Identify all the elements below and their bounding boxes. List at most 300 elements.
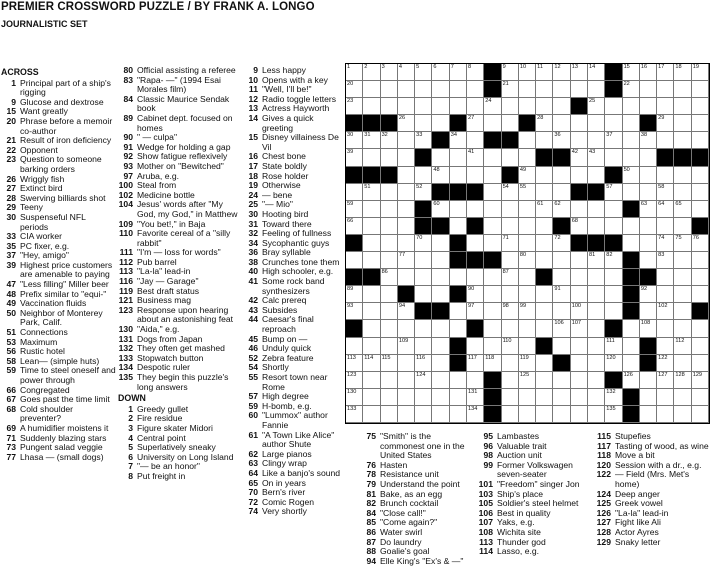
grid-cell[interactable] xyxy=(519,303,536,320)
grid-cell[interactable] xyxy=(519,184,536,201)
grid-cell[interactable] xyxy=(657,389,674,406)
grid-cell[interactable] xyxy=(674,252,691,269)
grid-cell[interactable] xyxy=(381,184,398,201)
grid-cell[interactable] xyxy=(623,149,640,166)
grid-cell[interactable] xyxy=(398,355,415,372)
grid-cell[interactable] xyxy=(640,132,657,149)
grid-cell[interactable] xyxy=(657,201,674,218)
grid-cell[interactable] xyxy=(571,389,588,406)
grid-cell[interactable] xyxy=(467,355,484,372)
grid-cell[interactable] xyxy=(381,218,398,235)
grid-cell[interactable] xyxy=(398,252,415,269)
grid-cell[interactable] xyxy=(623,184,640,201)
grid-cell[interactable] xyxy=(363,149,380,166)
grid-cell[interactable] xyxy=(571,269,588,286)
grid-cell[interactable] xyxy=(381,355,398,372)
grid-cell[interactable] xyxy=(553,64,570,81)
grid-cell[interactable] xyxy=(467,406,484,423)
grid-cell[interactable] xyxy=(346,389,363,406)
grid-cell[interactable] xyxy=(640,320,657,337)
grid-cell[interactable] xyxy=(588,355,605,372)
grid-cell[interactable] xyxy=(381,81,398,98)
grid-cell[interactable] xyxy=(502,286,519,303)
grid-cell[interactable] xyxy=(432,286,449,303)
grid-cell[interactable] xyxy=(605,201,622,218)
grid-cell[interactable] xyxy=(605,406,622,423)
grid-cell[interactable] xyxy=(588,98,605,115)
grid-cell[interactable] xyxy=(640,252,657,269)
grid-cell[interactable] xyxy=(381,149,398,166)
grid-cell[interactable] xyxy=(467,167,484,184)
grid-cell[interactable] xyxy=(381,269,398,286)
grid-cell[interactable] xyxy=(519,372,536,389)
grid-cell[interactable] xyxy=(363,252,380,269)
grid-cell[interactable] xyxy=(553,252,570,269)
grid-cell[interactable] xyxy=(432,64,449,81)
grid-cell[interactable] xyxy=(381,132,398,149)
grid-cell[interactable] xyxy=(346,252,363,269)
grid-cell[interactable] xyxy=(502,338,519,355)
grid-cell[interactable] xyxy=(571,355,588,372)
grid-cell[interactable] xyxy=(536,286,553,303)
grid-cell[interactable] xyxy=(484,98,501,115)
grid-cell[interactable] xyxy=(415,132,432,149)
grid-cell[interactable] xyxy=(346,355,363,372)
grid-cell[interactable] xyxy=(623,98,640,115)
grid-cell[interactable] xyxy=(450,406,467,423)
grid-cell[interactable] xyxy=(657,286,674,303)
grid-cell[interactable] xyxy=(536,252,553,269)
grid-cell[interactable] xyxy=(692,235,709,252)
grid-cell[interactable] xyxy=(432,252,449,269)
grid-cell[interactable] xyxy=(346,338,363,355)
grid-cell[interactable] xyxy=(346,406,363,423)
grid-cell[interactable] xyxy=(415,269,432,286)
grid-cell[interactable] xyxy=(536,167,553,184)
grid-cell[interactable] xyxy=(605,184,622,201)
grid-cell[interactable] xyxy=(640,201,657,218)
grid-cell[interactable] xyxy=(571,149,588,166)
grid-cell[interactable] xyxy=(588,132,605,149)
grid-cell[interactable] xyxy=(519,167,536,184)
grid-cell[interactable] xyxy=(519,132,536,149)
grid-cell[interactable] xyxy=(519,338,536,355)
grid-cell[interactable] xyxy=(692,167,709,184)
grid-cell[interactable] xyxy=(674,64,691,81)
grid-cell[interactable] xyxy=(363,286,380,303)
grid-cell[interactable] xyxy=(519,235,536,252)
grid-cell[interactable] xyxy=(415,167,432,184)
grid-cell[interactable] xyxy=(536,406,553,423)
grid-cell[interactable] xyxy=(640,372,657,389)
grid-cell[interactable] xyxy=(657,235,674,252)
grid-cell[interactable] xyxy=(432,167,449,184)
grid-cell[interactable] xyxy=(398,201,415,218)
grid-cell[interactable] xyxy=(398,98,415,115)
grid-cell[interactable] xyxy=(363,406,380,423)
grid-cell[interactable] xyxy=(381,98,398,115)
grid-cell[interactable] xyxy=(432,115,449,132)
grid-cell[interactable] xyxy=(588,252,605,269)
grid-cell[interactable] xyxy=(692,355,709,372)
grid-cell[interactable] xyxy=(484,149,501,166)
grid-cell[interactable] xyxy=(553,98,570,115)
grid-cell[interactable] xyxy=(502,252,519,269)
grid-cell[interactable] xyxy=(502,184,519,201)
grid-cell[interactable] xyxy=(623,355,640,372)
grid-cell[interactable] xyxy=(657,303,674,320)
grid-cell[interactable] xyxy=(536,303,553,320)
grid-cell[interactable] xyxy=(502,149,519,166)
grid-cell[interactable] xyxy=(640,167,657,184)
grid-cell[interactable] xyxy=(640,184,657,201)
grid-cell[interactable] xyxy=(432,235,449,252)
grid-cell[interactable] xyxy=(519,149,536,166)
grid-cell[interactable] xyxy=(484,286,501,303)
grid-cell[interactable] xyxy=(588,81,605,98)
grid-cell[interactable] xyxy=(450,149,467,166)
grid-cell[interactable] xyxy=(553,406,570,423)
grid-cell[interactable] xyxy=(657,218,674,235)
grid-cell[interactable] xyxy=(363,320,380,337)
grid-cell[interactable] xyxy=(657,81,674,98)
grid-cell[interactable] xyxy=(605,389,622,406)
grid-cell[interactable] xyxy=(588,269,605,286)
grid-cell[interactable] xyxy=(571,132,588,149)
grid-cell[interactable] xyxy=(536,184,553,201)
grid-cell[interactable] xyxy=(657,64,674,81)
grid-cell[interactable] xyxy=(571,372,588,389)
grid-cell[interactable] xyxy=(588,286,605,303)
grid-cell[interactable] xyxy=(381,286,398,303)
grid-cell[interactable] xyxy=(363,64,380,81)
grid-cell[interactable] xyxy=(450,320,467,337)
grid-cell[interactable] xyxy=(346,132,363,149)
grid-cell[interactable] xyxy=(588,115,605,132)
grid-cell[interactable] xyxy=(398,372,415,389)
grid-cell[interactable] xyxy=(484,235,501,252)
grid-cell[interactable] xyxy=(657,338,674,355)
grid-cell[interactable] xyxy=(519,320,536,337)
grid-cell[interactable] xyxy=(692,81,709,98)
grid-cell[interactable] xyxy=(432,338,449,355)
grid-cell[interactable] xyxy=(467,149,484,166)
grid-cell[interactable] xyxy=(640,149,657,166)
grid-cell[interactable] xyxy=(415,81,432,98)
grid-cell[interactable] xyxy=(692,64,709,81)
grid-cell[interactable] xyxy=(346,81,363,98)
grid-cell[interactable] xyxy=(674,115,691,132)
grid-cell[interactable] xyxy=(674,269,691,286)
grid-cell[interactable] xyxy=(398,132,415,149)
grid-cell[interactable] xyxy=(605,303,622,320)
grid-cell[interactable] xyxy=(484,355,501,372)
grid-cell[interactable] xyxy=(363,235,380,252)
grid-cell[interactable] xyxy=(398,338,415,355)
grid-cell[interactable] xyxy=(571,406,588,423)
grid-cell[interactable] xyxy=(571,115,588,132)
grid-cell[interactable] xyxy=(536,389,553,406)
grid-cell[interactable] xyxy=(398,218,415,235)
grid-cell[interactable] xyxy=(692,115,709,132)
grid-cell[interactable] xyxy=(484,320,501,337)
grid-cell[interactable] xyxy=(398,115,415,132)
grid-cell[interactable] xyxy=(519,81,536,98)
grid-cell[interactable] xyxy=(571,167,588,184)
grid-cell[interactable] xyxy=(450,201,467,218)
grid-cell[interactable] xyxy=(484,303,501,320)
grid-cell[interactable] xyxy=(588,406,605,423)
grid-cell[interactable] xyxy=(450,167,467,184)
grid-cell[interactable] xyxy=(640,303,657,320)
grid-cell[interactable] xyxy=(692,252,709,269)
grid-cell[interactable] xyxy=(553,132,570,149)
grid-cell[interactable] xyxy=(398,303,415,320)
grid-cell[interactable] xyxy=(432,406,449,423)
grid-cell[interactable] xyxy=(502,320,519,337)
grid-cell[interactable] xyxy=(484,167,501,184)
grid-cell[interactable] xyxy=(605,218,622,235)
grid-cell[interactable] xyxy=(674,98,691,115)
grid-cell[interactable] xyxy=(398,167,415,184)
grid-cell[interactable] xyxy=(484,184,501,201)
grid-cell[interactable] xyxy=(467,98,484,115)
grid-cell[interactable] xyxy=(502,81,519,98)
grid-cell[interactable] xyxy=(605,338,622,355)
grid-cell[interactable] xyxy=(346,218,363,235)
grid-cell[interactable] xyxy=(657,115,674,132)
grid-cell[interactable] xyxy=(381,303,398,320)
grid-cell[interactable] xyxy=(519,355,536,372)
grid-cell[interactable] xyxy=(450,389,467,406)
grid-cell[interactable] xyxy=(640,64,657,81)
grid-cell[interactable] xyxy=(432,149,449,166)
grid-cell[interactable] xyxy=(674,132,691,149)
grid-cell[interactable] xyxy=(398,320,415,337)
grid-cell[interactable] xyxy=(415,252,432,269)
grid-cell[interactable] xyxy=(692,338,709,355)
grid-cell[interactable] xyxy=(623,167,640,184)
grid-cell[interactable] xyxy=(536,201,553,218)
grid-cell[interactable] xyxy=(605,149,622,166)
grid-cell[interactable] xyxy=(363,389,380,406)
grid-cell[interactable] xyxy=(432,98,449,115)
grid-cell[interactable] xyxy=(692,320,709,337)
grid-cell[interactable] xyxy=(692,201,709,218)
grid-cell[interactable] xyxy=(588,303,605,320)
grid-cell[interactable] xyxy=(415,338,432,355)
grid-cell[interactable] xyxy=(536,98,553,115)
grid-cell[interactable] xyxy=(363,201,380,218)
grid-cell[interactable] xyxy=(536,355,553,372)
grid-cell[interactable] xyxy=(571,320,588,337)
grid-cell[interactable] xyxy=(519,269,536,286)
grid-cell[interactable] xyxy=(519,389,536,406)
grid-cell[interactable] xyxy=(571,218,588,235)
grid-cell[interactable] xyxy=(363,184,380,201)
grid-cell[interactable] xyxy=(674,355,691,372)
grid-cell[interactable] xyxy=(657,406,674,423)
grid-cell[interactable] xyxy=(398,235,415,252)
grid-cell[interactable] xyxy=(502,303,519,320)
grid-cell[interactable] xyxy=(432,201,449,218)
grid-cell[interactable] xyxy=(432,355,449,372)
grid-cell[interactable] xyxy=(450,64,467,81)
grid-cell[interactable] xyxy=(553,235,570,252)
grid-cell[interactable] xyxy=(640,98,657,115)
grid-cell[interactable] xyxy=(605,269,622,286)
grid-cell[interactable] xyxy=(381,201,398,218)
grid-cell[interactable] xyxy=(381,406,398,423)
grid-cell[interactable] xyxy=(657,132,674,149)
grid-cell[interactable] xyxy=(346,184,363,201)
grid-cell[interactable] xyxy=(432,81,449,98)
grid-cell[interactable] xyxy=(432,389,449,406)
grid-cell[interactable] xyxy=(623,338,640,355)
grid-cell[interactable] xyxy=(553,115,570,132)
grid-cell[interactable] xyxy=(415,372,432,389)
grid-cell[interactable] xyxy=(623,235,640,252)
grid-cell[interactable] xyxy=(502,98,519,115)
grid-cell[interactable] xyxy=(432,269,449,286)
grid-cell[interactable] xyxy=(519,218,536,235)
grid-cell[interactable] xyxy=(657,320,674,337)
grid-cell[interactable] xyxy=(502,201,519,218)
grid-cell[interactable] xyxy=(692,184,709,201)
grid-cell[interactable] xyxy=(588,218,605,235)
grid-cell[interactable] xyxy=(588,64,605,81)
grid-cell[interactable] xyxy=(467,201,484,218)
grid-cell[interactable] xyxy=(674,320,691,337)
grid-cell[interactable] xyxy=(657,98,674,115)
grid-cell[interactable] xyxy=(415,98,432,115)
grid-cell[interactable] xyxy=(571,286,588,303)
grid-cell[interactable] xyxy=(571,64,588,81)
grid-cell[interactable] xyxy=(692,98,709,115)
grid-cell[interactable] xyxy=(588,372,605,389)
grid-cell[interactable] xyxy=(571,81,588,98)
grid-cell[interactable] xyxy=(553,303,570,320)
grid-cell[interactable] xyxy=(692,132,709,149)
grid-cell[interactable] xyxy=(640,286,657,303)
grid-cell[interactable] xyxy=(623,320,640,337)
grid-cell[interactable] xyxy=(536,132,553,149)
grid-cell[interactable] xyxy=(502,269,519,286)
grid-cell[interactable] xyxy=(623,132,640,149)
grid-cell[interactable] xyxy=(502,64,519,81)
grid-cell[interactable] xyxy=(363,81,380,98)
grid-cell[interactable] xyxy=(432,372,449,389)
grid-cell[interactable] xyxy=(415,235,432,252)
grid-cell[interactable] xyxy=(640,406,657,423)
grid-cell[interactable] xyxy=(536,218,553,235)
grid-cell[interactable] xyxy=(674,184,691,201)
grid-cell[interactable] xyxy=(450,303,467,320)
grid-cell[interactable] xyxy=(484,218,501,235)
grid-cell[interactable] xyxy=(432,320,449,337)
grid-cell[interactable] xyxy=(346,98,363,115)
grid-cell[interactable] xyxy=(605,355,622,372)
grid-cell[interactable] xyxy=(415,355,432,372)
grid-cell[interactable] xyxy=(467,64,484,81)
grid-cell[interactable] xyxy=(623,115,640,132)
grid-cell[interactable] xyxy=(588,320,605,337)
grid-cell[interactable] xyxy=(467,338,484,355)
grid-cell[interactable] xyxy=(519,286,536,303)
grid-cell[interactable] xyxy=(363,98,380,115)
grid-cell[interactable] xyxy=(346,149,363,166)
grid-cell[interactable] xyxy=(363,355,380,372)
grid-cell[interactable] xyxy=(381,372,398,389)
grid-cell[interactable] xyxy=(674,201,691,218)
grid-cell[interactable] xyxy=(674,303,691,320)
grid-cell[interactable] xyxy=(484,269,501,286)
grid-cell[interactable] xyxy=(502,355,519,372)
grid-cell[interactable] xyxy=(553,167,570,184)
grid-cell[interactable] xyxy=(450,81,467,98)
grid-cell[interactable] xyxy=(346,286,363,303)
grid-cell[interactable] xyxy=(640,235,657,252)
grid-cell[interactable] xyxy=(519,252,536,269)
grid-cell[interactable] xyxy=(571,303,588,320)
grid-cell[interactable] xyxy=(450,98,467,115)
grid-cell[interactable] xyxy=(467,286,484,303)
grid-cell[interactable] xyxy=(657,167,674,184)
grid-cell[interactable] xyxy=(484,338,501,355)
grid-cell[interactable] xyxy=(398,406,415,423)
grid-cell[interactable] xyxy=(381,389,398,406)
grid-cell[interactable] xyxy=(467,303,484,320)
grid-cell[interactable] xyxy=(398,64,415,81)
grid-cell[interactable] xyxy=(519,406,536,423)
grid-cell[interactable] xyxy=(502,218,519,235)
grid-cell[interactable] xyxy=(588,167,605,184)
grid-cell[interactable] xyxy=(502,235,519,252)
grid-cell[interactable] xyxy=(363,303,380,320)
grid-cell[interactable] xyxy=(536,235,553,252)
grid-cell[interactable] xyxy=(398,184,415,201)
grid-cell[interactable] xyxy=(346,201,363,218)
grid-cell[interactable] xyxy=(674,167,691,184)
grid-cell[interactable] xyxy=(657,372,674,389)
grid-cell[interactable] xyxy=(605,115,622,132)
grid-cell[interactable] xyxy=(381,64,398,81)
grid-cell[interactable] xyxy=(502,115,519,132)
grid-cell[interactable] xyxy=(674,235,691,252)
grid-cell[interactable] xyxy=(553,81,570,98)
grid-cell[interactable] xyxy=(502,406,519,423)
grid-cell[interactable] xyxy=(657,269,674,286)
grid-cell[interactable] xyxy=(415,184,432,201)
grid-cell[interactable] xyxy=(553,338,570,355)
grid-cell[interactable] xyxy=(605,252,622,269)
grid-cell[interactable] xyxy=(484,115,501,132)
grid-cell[interactable] xyxy=(502,389,519,406)
grid-cell[interactable] xyxy=(674,218,691,235)
grid-cell[interactable] xyxy=(398,81,415,98)
grid-cell[interactable] xyxy=(467,132,484,149)
grid-cell[interactable] xyxy=(467,235,484,252)
grid-cell[interactable] xyxy=(363,132,380,149)
grid-cell[interactable] xyxy=(467,115,484,132)
grid-cell[interactable] xyxy=(588,338,605,355)
grid-cell[interactable] xyxy=(450,132,467,149)
grid-cell[interactable] xyxy=(571,201,588,218)
grid-cell[interactable] xyxy=(674,406,691,423)
grid-cell[interactable] xyxy=(381,235,398,252)
grid-cell[interactable] xyxy=(519,64,536,81)
grid-cell[interactable] xyxy=(536,64,553,81)
